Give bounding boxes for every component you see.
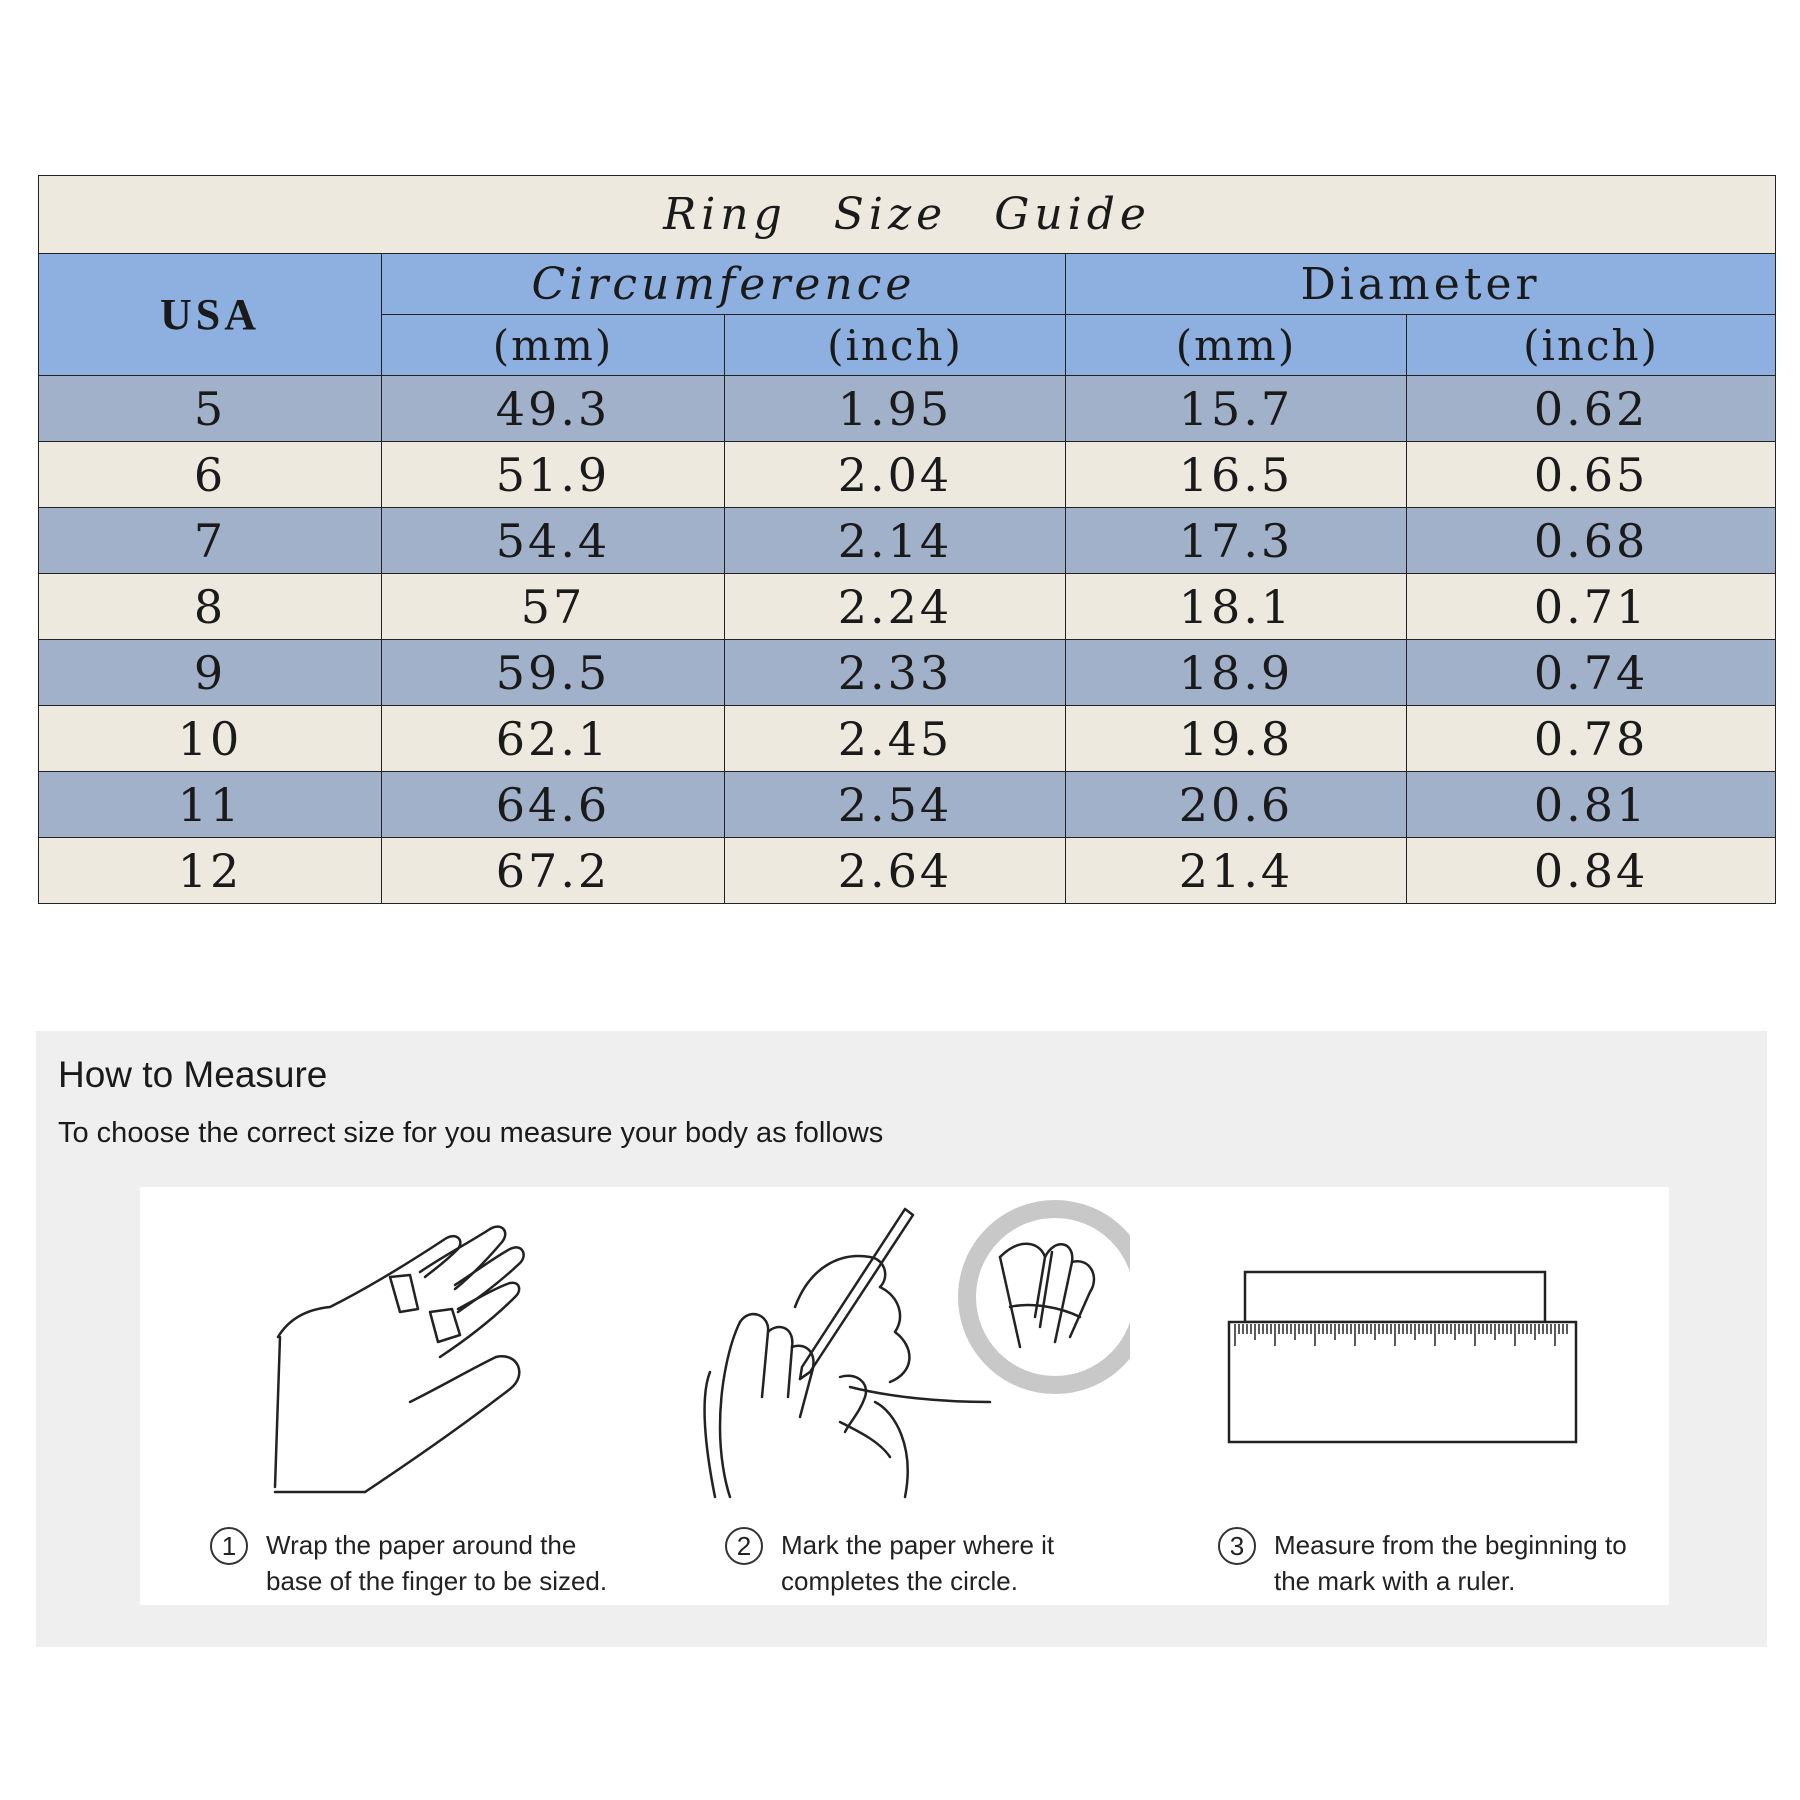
circumference-inch-cell: 2.14: [725, 508, 1066, 574]
usa-size-cell: 5: [39, 376, 382, 442]
circumference-inch-header: (inch): [725, 315, 1066, 376]
diameter-inch-cell: 0.81: [1407, 772, 1776, 838]
circumference-inch-cell: 2.33: [725, 640, 1066, 706]
diameter-inch-cell: 0.65: [1407, 442, 1776, 508]
diameter-inch-header: (inch): [1407, 315, 1776, 376]
step-3-line-2: the mark with a ruler.: [1274, 1566, 1516, 1596]
circumference-mm-header: (mm): [382, 315, 725, 376]
circumference-inch-cell: 2.45: [725, 706, 1066, 772]
diameter-inch-cell: 0.84: [1407, 838, 1776, 904]
diameter-inch-cell: 0.68: [1407, 508, 1776, 574]
usa-size-cell: 9: [39, 640, 382, 706]
measure-steps-card: [140, 1187, 1669, 1605]
circumference-header: Circumference: [382, 254, 1066, 315]
ring-size-table: [38, 175, 1776, 904]
pen-mark-icon: [700, 1197, 1130, 1517]
table-row: [39, 442, 1776, 508]
usa-size-cell: 6: [39, 442, 382, 508]
diameter-mm-cell: 15.7: [1066, 376, 1407, 442]
diameter-mm-cell: 19.8: [1066, 706, 1407, 772]
usa-size-cell: 7: [39, 508, 382, 574]
usa-size-cell: 12: [39, 838, 382, 904]
diameter-inch-cell: 0.74: [1407, 640, 1776, 706]
circumference-mm-cell: 57: [382, 574, 725, 640]
ruler-icon: [1225, 1267, 1585, 1447]
table-row: [39, 772, 1776, 838]
diameter-header: Diameter: [1066, 254, 1776, 315]
circumference-inch-cell: 2.54: [725, 772, 1066, 838]
usa-header: USA: [39, 254, 382, 376]
step-3-number: 3: [1218, 1527, 1256, 1565]
circumference-mm-cell: 64.6: [382, 772, 725, 838]
circumference-mm-cell: 67.2: [382, 838, 725, 904]
diameter-mm-cell: 17.3: [1066, 508, 1407, 574]
usa-size-cell: 8: [39, 574, 382, 640]
circumference-inch-cell: 1.95: [725, 376, 1066, 442]
step-3-line-1: Measure from the beginning to: [1274, 1530, 1627, 1560]
circumference-inch-cell: 2.24: [725, 574, 1066, 640]
table-row: [39, 706, 1776, 772]
diameter-inch-cell: 0.78: [1407, 706, 1776, 772]
circumference-inch-cell: 2.64: [725, 838, 1066, 904]
step-2-number: 2: [725, 1527, 763, 1565]
step-1-line-2: base of the finger to be sized.: [266, 1566, 608, 1596]
step-2-line-2: completes the circle.: [781, 1566, 1018, 1596]
step-1-number: 1: [210, 1527, 248, 1565]
table-title: Ring Size Guide: [39, 176, 1776, 254]
circumference-mm-cell: 49.3: [382, 376, 725, 442]
circumference-inch-cell: 2.04: [725, 442, 1066, 508]
measure-title: How to Measure: [58, 1054, 328, 1095]
circumference-mm-cell: 59.5: [382, 640, 725, 706]
table-row: [39, 376, 1776, 442]
step-2-line-1: Mark the paper where it: [781, 1530, 1055, 1560]
diameter-mm-cell: 16.5: [1066, 442, 1407, 508]
step-1-line-1: Wrap the paper around the: [266, 1530, 577, 1560]
usa-size-cell: 10: [39, 706, 382, 772]
how-to-measure-panel: [36, 1031, 1767, 1647]
measure-subtitle: To choose the correct size for you measure your body as follows: [58, 1117, 884, 1149]
diameter-mm-cell: 20.6: [1066, 772, 1407, 838]
diameter-mm-cell: 18.1: [1066, 574, 1407, 640]
table-row: [39, 574, 1776, 640]
diameter-mm-cell: 18.9: [1066, 640, 1407, 706]
circumference-mm-cell: 62.1: [382, 706, 725, 772]
hand-wrap-icon: [270, 1217, 580, 1507]
circumference-mm-cell: 54.4: [382, 508, 725, 574]
table-row: [39, 640, 1776, 706]
diameter-inch-cell: 0.62: [1407, 376, 1776, 442]
diameter-inch-cell: 0.71: [1407, 574, 1776, 640]
diameter-mm-cell: 21.4: [1066, 838, 1407, 904]
usa-size-cell: 11: [39, 772, 382, 838]
circumference-mm-cell: 51.9: [382, 442, 725, 508]
diameter-mm-header: (mm): [1066, 315, 1407, 376]
table-row: [39, 508, 1776, 574]
table-row: [39, 838, 1776, 904]
